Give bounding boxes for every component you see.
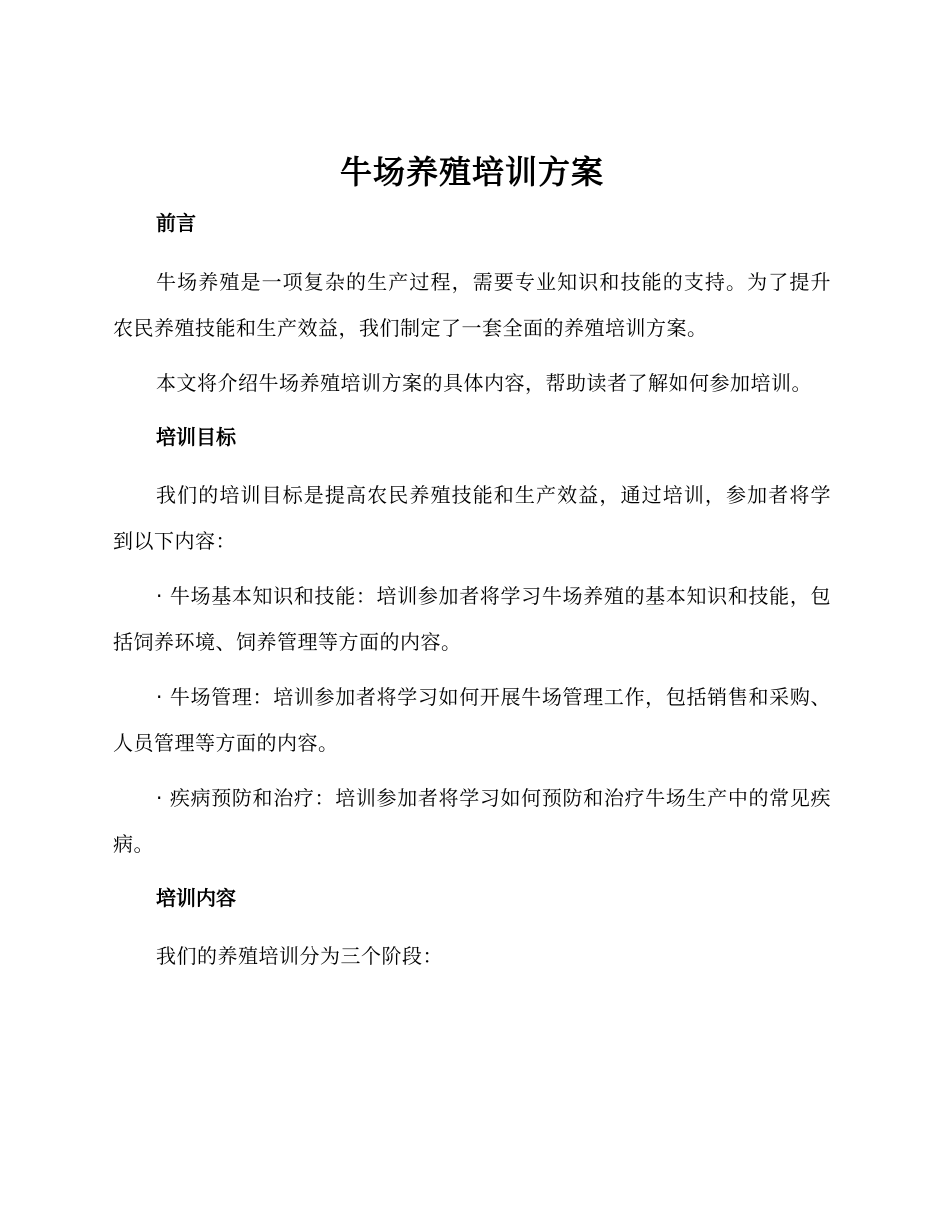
bullet-item: · 牛场管理：培训参加者将学习如何开展牛场管理工作，包括销售和采购、人员管理等方面的内容。: [113, 685, 831, 755]
bullet-item: · 牛场基本知识和技能：培训参加者将学习牛场养殖的基本知识和技能，包括饲养环境、饲养管理等方面的内容。: [113, 584, 831, 654]
paragraph: 本文将介绍牛场养殖培训方案的具体内容，帮助读者了解如何参加培训。: [156, 371, 812, 395]
paragraph: 我们的培训目标是提高农民养殖技能和生产效益，通过培训，参加者将学到以下内容：: [113, 483, 831, 553]
section-heading-training-goals: 培训目标: [156, 425, 236, 449]
section-heading-preface: 前言: [156, 211, 196, 235]
document-title: 牛场养殖培训方案: [339, 153, 604, 191]
section-heading-training-content: 培训内容: [156, 886, 236, 910]
document-page: [113, 150, 831, 979]
bullet-item: · 疾病预防和治疗：培训参加者将学习如何预防和治疗牛场生产中的常见疾病。: [113, 786, 831, 856]
paragraph: 牛场养殖是一项复杂的生产过程，需要专业知识和技能的支持。为了提升农民养殖技能和生产效益，我们制定了一套全面的养殖培训方案。: [113, 270, 831, 340]
paragraph: 我们的养殖培训分为三个阶段：: [156, 944, 443, 968]
